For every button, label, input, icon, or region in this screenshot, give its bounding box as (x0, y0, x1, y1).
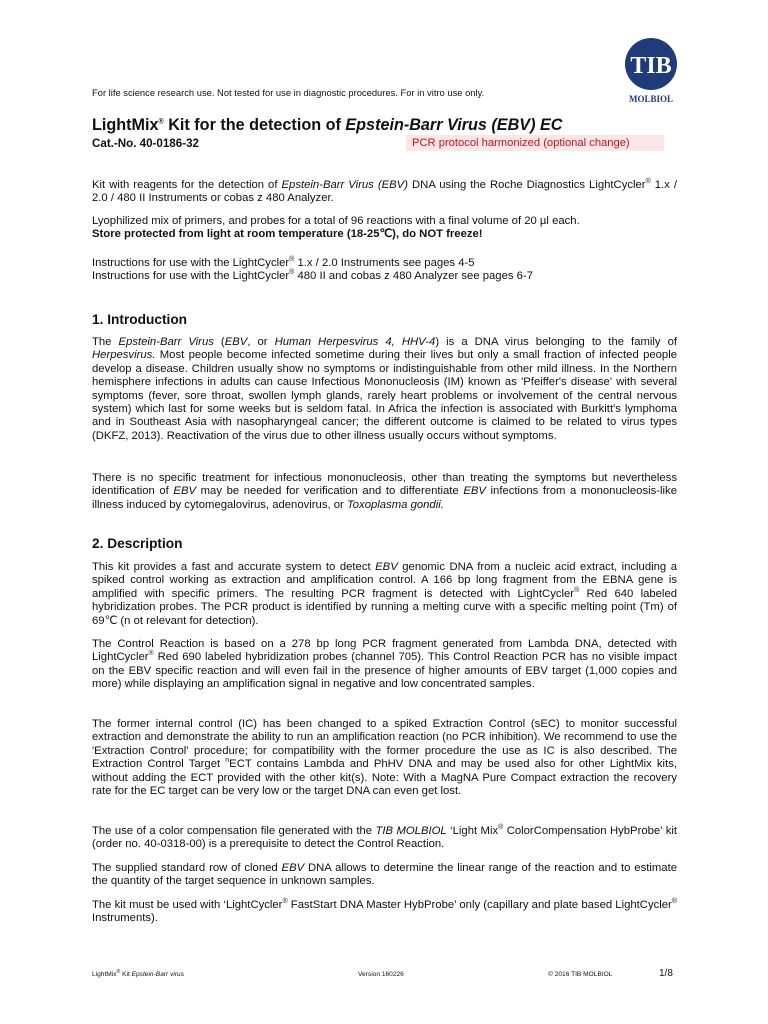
footer-product: LightMix® Kit Epstein-Barr virus (92, 968, 185, 978)
protocol-note-badge: PCR protocol harmonized (optional change) (406, 135, 664, 151)
footer-copyright: © 2016 TIB MOLBIOL (548, 971, 613, 978)
description-para-3: The former internal control (IC) has been changed to a spiked Extraction Control (sEC) to monitor successful extraction and demonstrate the ability to run an amplification reaction (no PCR inhibition). We recommend to use the 'Extraction Control' procedure; for compatibility with the former procedure the use as IC is also described. The Extraction Control Target $^n$ECT contains Lambda and PhHV DNA and may be used also for other LightMix kits, without adding the ECT provided with the other kit(s). Note: With a MagNA Pure Compact extraction the recovery rate for the EC target can be very low or the target DNA can even get lost. (92, 718, 677, 798)
section-heading-description: 2. Description (92, 536, 183, 551)
page-number: 1/8 (659, 968, 673, 979)
instructions-line-1: Instructions for use with the LightCycler® 1.x / 2.0 Instruments see pages 4-5 (92, 256, 475, 269)
description-para-1: This kit provides a fast and accurate system to detect EBV genomic DNA from a nucleic acid extract, including a spiked control working as extraction and amplification control. A 166 bp long fragment from the EBNA gene is amplified with specific primers. The resulting PCR fragment is detected with LightCycler® Red 640 labeled hybridization probes. The PCR product is identified by running a melting curve with a specific melting point (Tm) of 69℃ (n ot relevant for detection). (92, 561, 678, 627)
description-para-4: The use of a color compensation file generated with the TIB MOLBIOL ‘Light Mix® ColorCompensation HybProbe’ kit (order no. 40-0318-00) is a prerequisite to detect the Control Reaction. (92, 824, 677, 851)
description-para-2: The Control Reaction is based on a 278 bp long PCR fragment generated from Lambda DNA, detected with LightCycler® Red 690 labeled hybridization probes (channel 705). This Control Reaction PCR has no visible impact on the EBV specific reaction and will even fail in the presence of higher amounts of EBV target (1,000 copies and more) while displaying an amplification signal in negative and low concentrated samples. (92, 638, 677, 691)
description-para-5: The supplied standard row of cloned EBV DNA allows to determine the linear range of the reaction and to estimate the quantity of the target sequence in unknown samples. (92, 862, 677, 888)
kit-description-para: Kit with reagents for the detection of Epstein-Barr Virus (EBV) DNA using the Roche Diagnostics LightCycler® 1.x / 2.0 / 480 II Instruments or cobas z 480 Analyzer. (92, 178, 677, 205)
instructions-list (92, 257, 677, 284)
catalog-number: Cat.-No. 40-0186-32 (92, 137, 199, 150)
footer-version: Version 160226 (358, 971, 404, 978)
logo-subtext: MOLBIOL (628, 94, 674, 104)
page-title: LightMix® Kit for the detection of Epstein-Barr Virus (EBV) EC (92, 116, 563, 134)
tib-molbiol-logo (616, 36, 686, 106)
introduction-para-1: The Epstein-Barr Virus (EBV, or Human Herpesvirus 4, HHV-4) is a DNA virus belonging to the family of Herpesvirus. Most people become infected sometime during their lives but only a small fraction of infected people develop a disease. Children usually show no symptoms or indistinguishable from other mild illness. In the Northern hemisphere infections in adults can cause Infectious Mononucleosis (IM) known as 'Pfeiffer's disease' with several symptoms (fever, sore throat, swollen lymph glands, rarely heart problems or involvement of the central nervous system) which last for some weeks but is seldom fatal. In Africa the infection is associated with Burkitt's lymphoma and in Southeast Asia with nasopharyngeal cancer; the different outcome is claimed to be related to virus types (DKFZ, 2013). Reactivation of the virus due to other illness usually occurs without symptoms. (92, 336, 678, 442)
description-para-6: The kit must be used with ‘LightCycler® FastStart DNA Master HybProbe’ only (capillary and plate based LightCycler® Instruments). (92, 898, 677, 925)
lyophilized-para: Lyophilized mix of primers, and probes for a total of 96 reactions with a final volume of 20 µl each. Store protected from light at room temperature (18-25℃), do NOT freeze! (92, 215, 580, 241)
section-heading-introduction: 1. Introduction (92, 312, 188, 327)
disclaimer: For life science research use. Not tested for use in diagnostic procedures. For in vitro use only. (92, 87, 485, 98)
instructions-line-2: Instructions for use with the LightCycler® 480 II and cobas z 480 Analyzer see pages 6-7 (92, 269, 533, 283)
logo-text: TIB (630, 53, 672, 79)
introduction-para-2: There is no specific treatment for infectious mononucleosis, other than treating the symptoms but nevertheless identification of EBV may be needed for verification and to differentiate EBV infections from a mononucleosis-like illness induced by cytomegalovirus, adenovirus, or Toxoplasma gondii. (92, 472, 677, 511)
